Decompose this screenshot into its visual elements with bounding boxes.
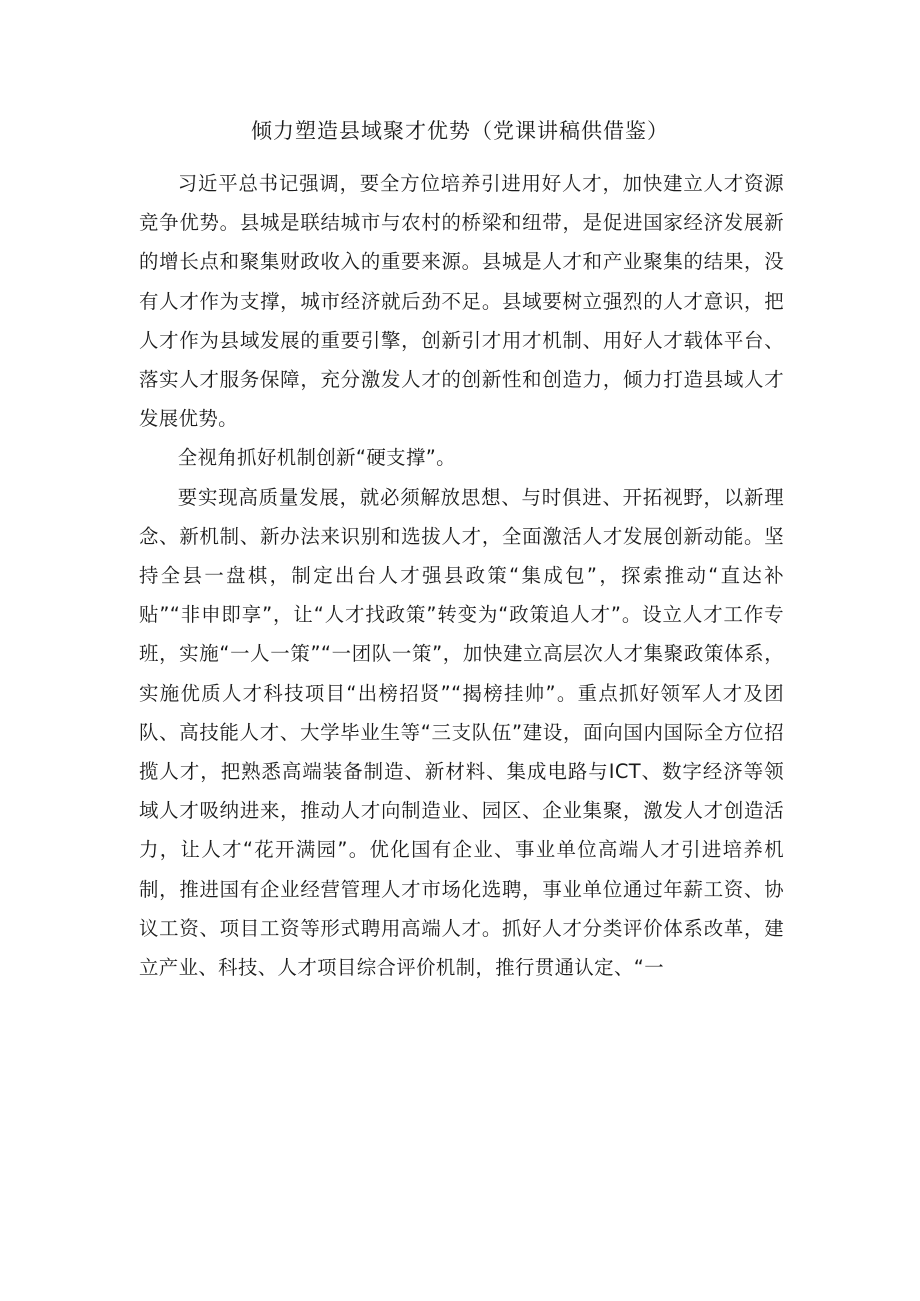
document-title: 倾力塑造县域聚才优势（党课讲稿供借鉴） (251, 119, 669, 143)
section-heading: 全视角抓好机制创新“硬支撑”。 (177, 446, 456, 470)
document-body (139, 164, 784, 987)
paragraph-intro: 习近平总书记强调，要全方位培养引进用好人才，加快建立人才资源竞争优势。县城是联结城市与农村的桥梁和纽带，是促进国家经济发展新的增长点和聚集财政收入的重要来源。县城是人才和产业聚集的结果，没有人才作为支撑，城市经济就后劲不足。县域要树立强烈的人才意识，把人才作为县域发展的重要引擎，创新引才用才机制、用好人才载体平台、落实人才服务保障，充分激发人才的创新性和创造力，倾力打造县域人才发展优势。 (139, 172, 784, 431)
paragraph-mechanism: 要实现高质量发展，就必须解放思想、与时俱进、开拓视野，以新理念、新机制、新办法来识别和选拔人才，全面激活人才发展创新动能。坚持全县一盘棋，制定出台人才强县政策“集成包”，探索推动“直达补贴”“非申即享”，让“人才找政策”转变为“政策追人才”。设立人才工作专班，实施“一人一策”“一团队一策”，加快建立高层次人才集聚政策体系，实施优质人才科技项目“出榜招贤”“揭榜挂帅”。重点抓好领军人才及团队、高技能人才、大学毕业生等“三支队伍”建设，面向国内国际全方位招揽人才，把熟悉高端装备制造、新材料、集成电路与ICT、数字经济等领域人才吸纳进来，推动人才向制造业、园区、企业集聚，激发人才创造活力，让人才“花开满园”。优化国有企业、事业单位高端人才引进培养机制，推进国有企业经营管理人才市场化选聘，事业单位通过年薪工资、协议工资、项目工资等形式聘用高端人才。抓好人才分类评价体系改革，建立产业、科技、人才项目综合评价机制，推行贯通认定、“一 (139, 485, 784, 980)
